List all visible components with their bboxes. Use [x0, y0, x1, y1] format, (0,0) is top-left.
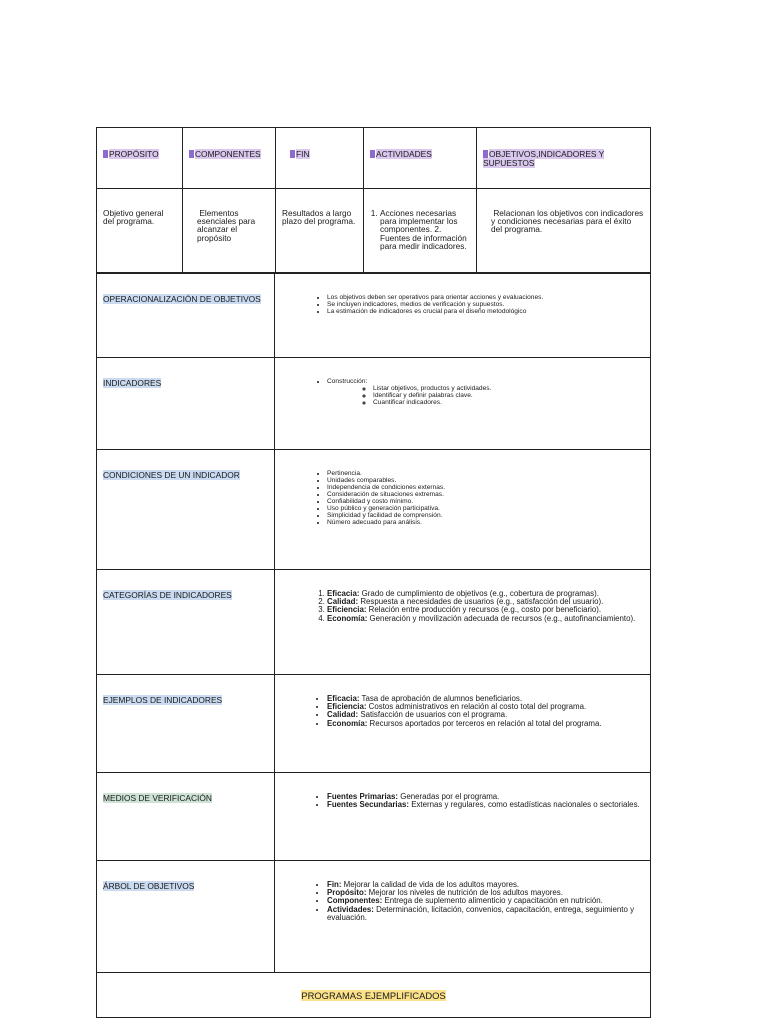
sub-item: ◦ Identificar y definir palabras clave.	[373, 392, 644, 399]
list-item: • Fuentes Secundarias: Externas y regulares, como estadísticas nacionales o sectoriales.	[327, 801, 644, 809]
list-item: • Fuentes Primarias: Generadas por el programa.	[327, 793, 644, 801]
list-item: • Unidades comparables.	[327, 477, 644, 484]
categorias-list	[303, 590, 644, 623]
row-footer	[97, 973, 651, 1018]
list-item: • La estimación de indicadores es crucial para el diseño metodológico	[327, 308, 644, 315]
row-condiciones	[97, 450, 651, 570]
header-objetivos: OBJETIVOS,INDICADORES Y SUPUESTOS	[477, 128, 651, 189]
row-indicadores	[97, 358, 651, 450]
tag-icon	[483, 150, 488, 158]
indicadores-sublist	[327, 385, 644, 406]
list-item: • Confiabilidad y costo mínimo.	[327, 498, 644, 505]
tag-icon	[189, 150, 194, 158]
desc-actividades	[364, 189, 477, 273]
list-item: • Actividades: Determinación, licitación, convenios, capacitación, entrega, seguimiento y evaluación.	[327, 906, 644, 922]
actividades-text: 1. Acciones necesarias para implementar los componentes. 2. Fuentes de información para medir indicadores.	[380, 209, 470, 250]
tag-icon	[290, 150, 295, 158]
label-operacionalizacion: OPERACIONALIZACIÓN DE OBJETIVOS	[103, 294, 261, 304]
desc-objetivos: Relacionan los objetivos con indicadores y condiciones necesarias para el éxito del programa.	[477, 189, 651, 273]
list-item: • Pertinencia.	[327, 470, 644, 477]
list-item: • Uso público y generación participativa.	[327, 505, 644, 512]
list-item: 3. Eficiencia: Relación entre producción y recursos (e.g., costo por beneficiario).	[327, 606, 644, 614]
desc-fin: Resultados a largo plazo del programa.	[276, 189, 364, 273]
row-arbol	[97, 861, 651, 973]
row-operacionalizacion	[97, 274, 651, 358]
list-item: • Consideración de situaciones extremas.	[327, 491, 644, 498]
list-item: • Independencia de condiciones externas.	[327, 484, 644, 491]
indicadores-list	[303, 378, 644, 406]
list-item: • Eficacia: Tasa de aprobación de alumnos beneficiarios.	[327, 695, 644, 703]
header-proposito: PROPÓSITO	[97, 128, 183, 189]
list-item: • Construcción: ◦ Listar objetivos, productos y actividades. ◦ Identificar y definir palabras clave. ◦ Cuantificar indicadores.	[327, 378, 644, 406]
desc-proposito: Objetivo general del programa.	[97, 189, 183, 273]
header-row	[97, 128, 651, 189]
detail-table	[96, 273, 651, 1018]
list-item: • Eficiencia: Costos administrativos en relación al costo total del programa.	[327, 703, 644, 711]
label-arbol: ÁRBOL DE OBJETIVOS	[103, 881, 195, 891]
list-item: • Calidad: Satisfacción de usuarios con el programa.	[327, 711, 644, 719]
row-ejemplos	[97, 675, 651, 773]
ejemplos-list	[303, 695, 644, 728]
description-row	[97, 189, 651, 273]
sub-item: ◦ Listar objetivos, productos y actividades.	[373, 385, 644, 392]
label-condiciones: CONDICIONES DE UN INDICADOR	[103, 470, 240, 480]
list-item: • Los objetivos deben ser operativos para orientar acciones y evaluaciones.	[327, 294, 644, 301]
label-indicadores: INDICADORES	[103, 378, 162, 388]
desc-componentes: Elementos esenciales para alcanzar el propósito	[183, 189, 276, 273]
label-categorias: CATEGORÍAS DE INDICADORES	[103, 590, 232, 600]
list-item: • Fin: Mejorar la calidad de vida de los adultos mayores.	[327, 881, 644, 889]
list-item: • Número adecuado para análisis.	[327, 519, 644, 526]
document-sheet	[96, 127, 650, 1018]
tag-icon	[103, 150, 108, 158]
list-item: • Se incluyen indicadores, medios de verificación y supuestos.	[327, 301, 644, 308]
row-categorias	[97, 570, 651, 675]
list-item: 4. Economía: Generación y movilización adecuada de recursos (e.g., autofinanciamiento).	[327, 615, 644, 623]
footer-title: PROGRAMAS EJEMPLIFICADOS	[301, 989, 446, 1001]
label-ejemplos: EJEMPLOS DE INDICADORES	[103, 695, 223, 705]
condiciones-list	[303, 470, 644, 526]
label-medios: MEDIOS DE VERIFICACIÓN	[103, 793, 212, 803]
header-fin: FIN	[276, 128, 364, 189]
list-item: • Propósito: Mejorar los niveles de nutrición de los adultos mayores.	[327, 889, 644, 897]
summary-table	[96, 127, 651, 273]
header-componentes: COMPONENTES	[183, 128, 276, 189]
header-actividades: ACTIVIDADES	[364, 128, 477, 189]
list-item: • Economía: Recursos aportados por terceros en relación al total del programa.	[327, 720, 644, 728]
tag-icon	[370, 150, 375, 158]
row-medios	[97, 773, 651, 861]
list-item: • Simplicidad y facilidad de comprensión.	[327, 512, 644, 519]
list-item: 1. Eficacia: Grado de cumplimiento de objetivos (e.g., cobertura de programas).	[327, 590, 644, 598]
medios-list	[303, 793, 644, 809]
sub-item: ◦ Cuantificar indicadores.	[373, 399, 644, 406]
list-item: • Componentes: Entrega de suplemento alimenticio y capacitación en nutrición.	[327, 897, 644, 905]
arbol-list	[303, 881, 644, 922]
operacionalizacion-list	[303, 294, 644, 315]
list-item: 2. Calidad: Respuesta a necesidades de usuarios (e.g., satisfacción del usuario).	[327, 598, 644, 606]
